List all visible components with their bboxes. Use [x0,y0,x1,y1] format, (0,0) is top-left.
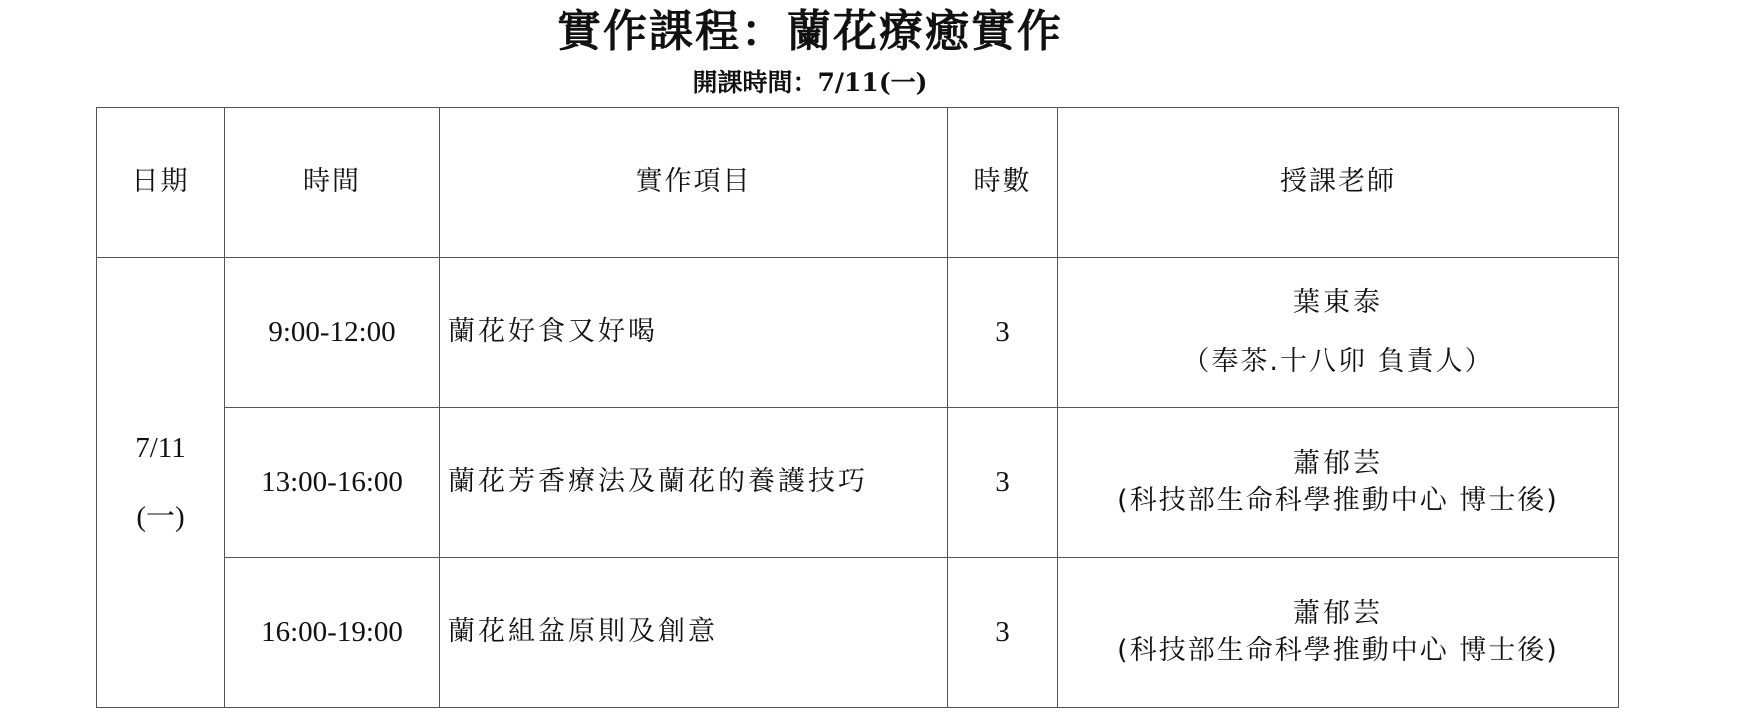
item-cell: 蘭花好食又好喝 [440,258,948,408]
teacher-cell [1058,408,1619,558]
course-schedule-table [96,107,1619,708]
item-cell: 蘭花組盆原則及創意 [440,558,948,708]
date-cell [97,258,225,708]
time-cell: 13:00-16:00 [225,408,440,558]
teacher-name: 蕭郁芸 [1293,598,1383,630]
date-day: 7/11 [135,431,186,464]
hours-cell: 3 [948,258,1058,408]
time-cell: 16:00-19:00 [225,558,440,708]
page-title: 實作課程：蘭花療癒實作 [557,6,1063,57]
teacher-title: （奉茶.十八卯 負責人） [1182,345,1494,377]
table-row [97,408,1619,558]
date-weekday: (一) [136,500,185,533]
teacher-cell [1058,558,1619,708]
header-hours: 時數 [948,108,1058,258]
table-row [97,258,1619,408]
course-date-subtitle: 開課時間：7/11(一) [692,68,928,97]
header-teacher: 授課老師 [1058,108,1619,258]
teacher-name: 葉東泰 [1293,287,1383,319]
time-cell: 9:00-12:00 [225,258,440,408]
hours-cell: 3 [948,558,1058,708]
teacher-name: 蕭郁芸 [1293,448,1383,480]
table-header-row [97,108,1619,258]
teacher-cell [1058,258,1619,408]
item-cell: 蘭花芳香療法及蘭花的養護技巧 [440,408,948,558]
header-time: 時間 [225,108,440,258]
teacher-title: (科技部生命科學推動中心 博士後) [1117,484,1559,516]
table-row [97,558,1619,708]
hours-cell: 3 [948,408,1058,558]
header-date: 日期 [97,108,225,258]
header-item: 實作項目 [440,108,948,258]
teacher-title: (科技部生命科學推動中心 博士後) [1117,634,1559,666]
